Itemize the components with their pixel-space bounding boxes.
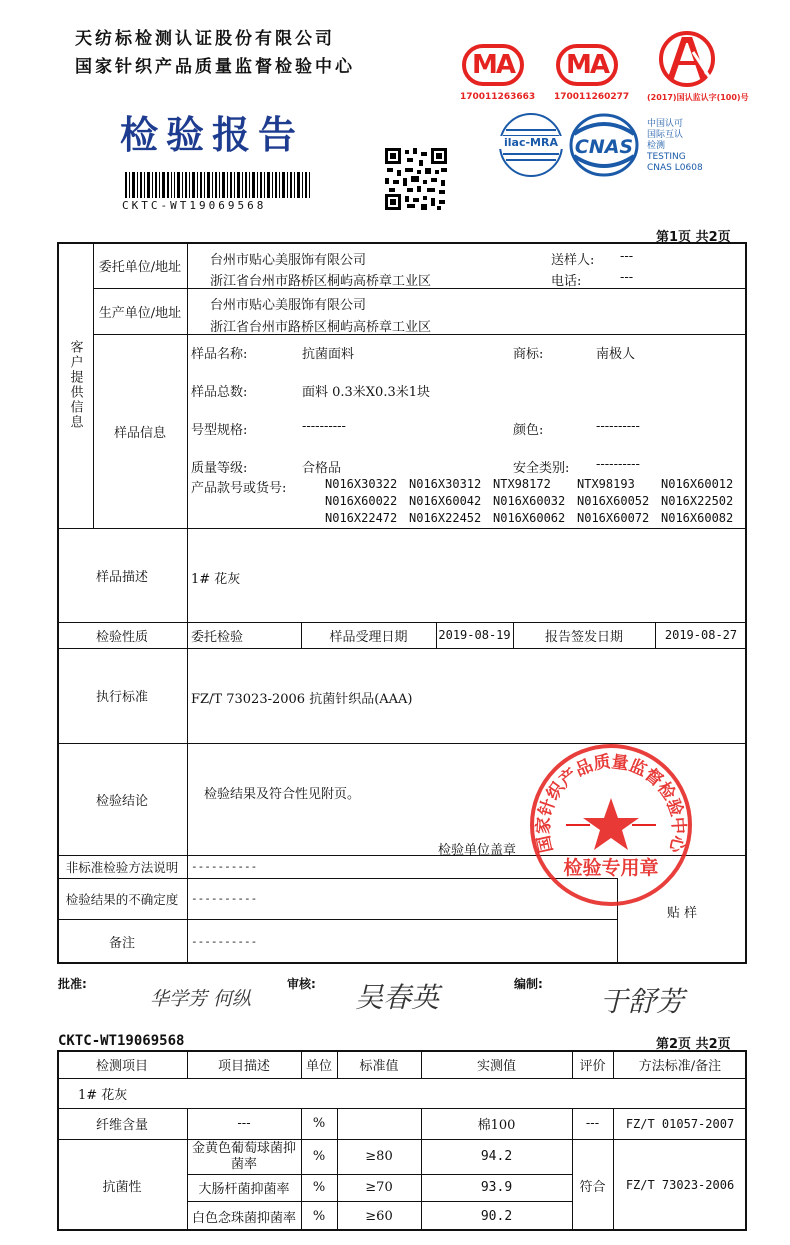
phone-label: 电话: (551, 274, 582, 289)
fiber-eval: --- (585, 1116, 600, 1131)
uncertainty-label: 检验结果的不确定度 (65, 891, 179, 907)
header-unit: 单位 (305, 1058, 332, 1074)
antibac-item: 抗菌性 (102, 1179, 142, 1195)
remark-label: 备注 (108, 936, 135, 951)
page2-report-no: CKTC-WT19069568 (58, 1033, 185, 1049)
product-code: N016X22472 (325, 511, 398, 525)
header-measured-value: 实测值 (476, 1058, 516, 1074)
phone-value: --- (620, 270, 634, 285)
product-code: N016X60032 (493, 494, 566, 508)
color-label: 颜色: (513, 423, 544, 438)
antibac-unit-2: % (312, 1180, 326, 1195)
antibac-eval: 符合 (579, 1179, 606, 1195)
antibac-unit-1: % (312, 1149, 326, 1164)
sample-count-label: 样品总数: (191, 385, 248, 400)
sample-row-label: 1# 花灰 (78, 1087, 128, 1103)
inspect-type-label: 检验性质 (95, 629, 148, 645)
cnas-text-line2: 国际互认 (647, 130, 684, 140)
header-item-desc: 项目描述 (217, 1058, 270, 1074)
grade-value: 合格品 (302, 461, 342, 476)
compile-signature: 于舒芳 (600, 985, 685, 1018)
producer-address: 浙江省台州市路桥区桐屿高桥章工业区 (210, 320, 432, 335)
product-code: N016X22502 (661, 494, 734, 508)
sample-count-value: 面料 0.3米X0.3米1块 (302, 385, 431, 400)
sender-value: --- (620, 249, 634, 264)
header-standard-value: 标准值 (359, 1058, 399, 1074)
header-method: 方法标准/备注 (638, 1058, 722, 1074)
fiber-desc: --- (237, 1116, 251, 1131)
header-test-item: 检测项目 (95, 1058, 148, 1074)
antibac-std-2: ≥70 (365, 1180, 393, 1195)
grade-label: 质量等级: (191, 461, 248, 476)
fiber-std (337, 1108, 421, 1139)
review-label: 审核: (287, 977, 316, 991)
compile-label: 编制: (514, 977, 543, 991)
nonstd-label: 非标准检验方法说明 (65, 859, 179, 875)
cal-mark-icon (656, 30, 718, 88)
header-evaluation: 评价 (579, 1058, 606, 1074)
stamp-inner-text: 检验专用章 (563, 857, 659, 879)
antibac-std-3: ≥60 (365, 1208, 393, 1224)
product-code: NTX98193 (577, 477, 635, 491)
inspect-type-value: 委托检验 (191, 629, 244, 645)
cma-number-1: 170011263663 (460, 92, 536, 102)
standard-label: 执行标准 (95, 690, 148, 705)
barcode-icon (125, 172, 310, 198)
client-address: 浙江省台州市路桥区桐屿高桥章工业区 (210, 274, 432, 289)
fiber-method: FZ/T 01057-2007 (625, 1116, 735, 1131)
safety-value: ---------- (596, 457, 640, 472)
sample-name-label: 样品名称: (191, 347, 248, 362)
cnas-text (647, 119, 703, 174)
sample-info-label: 样品信息 (113, 425, 166, 441)
antibac-std-1: ≥80 (365, 1149, 393, 1164)
conclusion-value: 检验结果及符合性见附页。 (204, 787, 361, 802)
product-code: N016X60062 (493, 511, 566, 525)
antibac-desc-2: 大肠杆菌抑菌率 (198, 1182, 290, 1197)
sender-label: 送样人: (551, 253, 595, 268)
page2-indicator: 第2页 共2页 (656, 1037, 731, 1052)
page1-indicator: 第1页 共2页 (656, 230, 731, 245)
client-label: 委托单位/地址 (98, 259, 182, 275)
fiber-unit: % (312, 1116, 326, 1131)
ilac-mra-label: ilac-MRA (498, 136, 564, 149)
seal-note: 检验单位盖章 (438, 843, 517, 858)
client-info-side-label: 客户提供信息 (67, 340, 83, 430)
client-info-side-label-cell (57, 242, 93, 528)
cma-mark-2: MA (556, 44, 618, 86)
color-value: ---------- (596, 419, 640, 434)
receive-date-value: 2019-08-19 (438, 628, 511, 642)
antibac-measured-1: 94.2 (480, 1149, 513, 1164)
cma-mark-1: MA (462, 44, 524, 86)
product-code: N016X30322 (325, 477, 398, 491)
sample-desc-label: 样品描述 (95, 569, 148, 585)
producer-name: 台州市贴心美服饰有限公司 (210, 298, 367, 313)
antibac-measured-2: 93.9 (480, 1180, 513, 1195)
product-code: N016X60082 (661, 511, 734, 525)
cnas-label: CNAS (574, 136, 634, 158)
issue-date-value: 2019-08-27 (664, 628, 738, 642)
product-code: N016X60022 (325, 494, 398, 508)
product-code: NTX98172 (493, 477, 551, 491)
sample-name-value: 抗菌面料 (302, 347, 355, 362)
brand-label: 商标: (513, 347, 544, 362)
antibac-desc-3: 白色念珠菌抑菌率 (191, 1210, 296, 1226)
paste-sample-label: 贴 样 (666, 905, 698, 921)
uncertainty-value: ---------- (191, 892, 258, 905)
model-label: 号型规格: (191, 423, 248, 438)
product-code: N016X30312 (409, 477, 482, 491)
antibac-measured-3: 90.2 (480, 1208, 513, 1224)
org-name-line2: 国家针织产品质量监督检验中心 (75, 57, 355, 77)
antibac-desc-1: 金黄色葡萄球菌抑菌率 (191, 1140, 296, 1172)
barcode-text: CKTC-WT19069568 (122, 199, 267, 212)
qr-code-icon (385, 148, 447, 210)
report-title: 检验报告 (120, 113, 305, 157)
antibac-method: FZ/T 73023-2006 (625, 1178, 735, 1192)
cma-number-2: 170011260277 (554, 92, 630, 102)
brand-value: 南极人 (596, 347, 636, 362)
client-name: 台州市贴心美服饰有限公司 (210, 253, 367, 268)
cal-number: (2017)国认监认字(100)号 (647, 93, 749, 102)
official-stamp-icon (528, 742, 694, 908)
cnas-text-line4: TESTING (647, 152, 686, 162)
fiber-item: 纤维含量 (95, 1118, 148, 1133)
org-name-line1: 天纺标检测认证股份有限公司 (75, 29, 335, 49)
cnas-text-line5: CNAS L0608 (647, 163, 703, 173)
producer-label: 生产单位/地址 (98, 305, 182, 321)
approve-label: 批准: (58, 977, 87, 991)
issue-date-label: 报告签发日期 (544, 629, 623, 645)
cnas-text-line3: 检测 (647, 141, 666, 151)
nonstd-value: ---------- (191, 860, 258, 873)
product-code: N016X60072 (577, 511, 650, 525)
product-code: N016X22452 (409, 511, 482, 525)
review-signature: 吴春英 (355, 981, 440, 1014)
safety-label: 安全类别: (513, 461, 570, 476)
sample-desc-value: 1# 花灰 (191, 572, 241, 587)
product-codes-grid (325, 476, 745, 527)
stamp-outer-text: 国家针织产品质量监督检验中心 (533, 752, 689, 855)
product-codes-label: 产品款号或货号: (191, 481, 287, 496)
fiber-measured: 棉100 (477, 1118, 516, 1133)
conclusion-label: 检验结论 (95, 793, 148, 809)
product-code: N016X60052 (577, 494, 650, 508)
remark-value: ---------- (191, 935, 258, 948)
product-code: N016X60042 (409, 494, 482, 508)
antibac-unit-3: % (312, 1208, 326, 1224)
standard-value: FZ/T 73023-2006 抗菌针织品(AAA) (191, 692, 413, 707)
receive-date-label: 样品受理日期 (329, 629, 408, 645)
approve-signature: 华学芳 何纵 (150, 988, 252, 1010)
product-code: N016X60012 (661, 477, 734, 491)
model-value: ---------- (302, 419, 346, 434)
cnas-text-line1: 中国认可 (647, 119, 684, 129)
